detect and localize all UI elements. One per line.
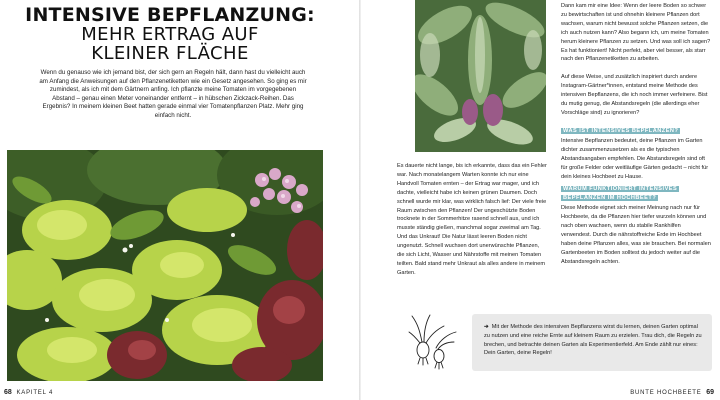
page-title [22, 6, 318, 63]
intro-paragraph: Wenn du genauso wie ich jemand bist, der sich gern an Regeln hält, dann hast du vielleicht auch am Anfang die Anweisungen auf den Pflanzenetiketten wie ein Gesetz angesehen. So ging es mir zumindest, als ich mit dem Gärtnern anfing. Ich pflanzte meine Tomaten im vorgegebenen Abstand – genau einen Meter voneinander entfernt – in hübschen Zickzack-Reihen. Das Ergebnis? In meinem kleinen Beet hatten gerade einmal vier Tomatenpflanzen Platz. Mehr ging einfach nicht. [39, 69, 307, 119]
left-chapter-label: KAPITEL 4 [16, 390, 54, 396]
right-paragraph-1: Dann kam mir eine Idee: Wenn der leere Boden so schwer zu bewirtschaften ist und ohnehin kleinere Pflanzen dort wachsen, warum nicht bewusst solche Pflanzen setzen, die ich auch nutzen kann? Also begann ich, um meine Tomaten herum kleinere Pflanzen zu setzen. Und was soll ich sagen? Es hat funktioniert! Nicht perfekt, aber viel besser, als starr nach den Pflanzenetiketten zu arbeiten. [561, 3, 711, 63]
tip-text: Mit der Methode des intensiven Bepflanzens wirst du lernen, deinen Garten optimal zu nutzen und eine reiche Ernte auf kleinem Raum zu erzielen. Trau dich, die Regeln zu brechen, und betrachte deinen Garten als Experimentierfeld. Am Ende zählt nur eines: Dein Garten, deine Regeln! [484, 324, 702, 357]
arrow-right-icon: ➔ [484, 324, 489, 330]
left-folio [4, 389, 53, 396]
section-heading-2-line-1: WARUM FUNKTIONIERT INTENSIVES [563, 186, 678, 193]
right-page-number: 69 [706, 389, 714, 396]
title-line-2: MEHR ERTRAG AUF [81, 24, 259, 45]
section-heading-2-line-2: BEPFLANZEN IM HOCHBEET? [563, 195, 657, 202]
section-heading-1 [561, 127, 711, 136]
right-paragraph-4: Diese Methode eignet sich meiner Meinung nach nur für Hochbeete, da die Pflanzen hier tiefer wurzeln können und nach oben wachsen, wenn du stabile Rankhilfen verwendest. Durch die nährstoffreiche Erde im Hochbeet haben deine Pflanzen alles, was sie brauchen. Bei normalen Gartenbeeten im Boden solltest du jedoch weiter auf die Abstandsregeln achten. [561, 205, 711, 265]
title-line-3: KLEINER FLÄCHE [91, 43, 249, 64]
right-chapter-label: BUNTE HOCHBEETE [630, 390, 702, 396]
mid-paragraph-2: Und das Unkraut! Die Natur lässt leeren Boden nicht ungenutzt. Schnell wuchsen dort unerwünschte Pflanzen, die sich Licht, Wasser und Nährstoffe mit meinen Tomaten teilten. Bald stand mehr Unkraut als alles andere in meinem Garten. [397, 234, 545, 276]
leafy-greens-photo [415, 0, 546, 152]
title-line-1: INTENSIVE BEPFLANZUNG: [25, 4, 315, 26]
right-column [561, 2, 711, 276]
section-heading-2 [561, 185, 711, 203]
garden-bed-photo [7, 150, 323, 381]
middle-column [397, 162, 547, 278]
right-paragraph-3: Intensive Bepflanzen bedeutet, deine Pflanzen im Garten dichter zusammenzusetzen als es die typischen Abstandsangaben empfehlen. Die Abstandsregeln sind oft für große Felder oder weitläufige Gärten gedacht – nicht für dein kleines Hochbeet zu Hause. [561, 137, 709, 180]
garden-bed-illustration [7, 150, 323, 381]
right-paragraph-2: Auf diese Weise, und zusätzlich inspiriert durch andere Instagram-Gärtner*innen, entstand meine Methode des intensiven Bepflanzens, die ich noch immer verfeinere. Bist du mutig genug, die Abstandsregeln (die allerdings eher Vorschläge sind) zu ignorieren? [561, 74, 708, 116]
mid-paragraph-1: Es dauerte nicht lange, bis ich erkannte, dass das ein Fehler war. Nach monatelangem Warten konnte ich nur eine Handvoll Tomaten ernten – der Ertrag war mager, und ich dachte, vielleicht habe ich keinen grünen Daumen. Doch schnell wurde mir klar, was wirklich falsch lief: Der viele freie Raum zwischen den Pflanzen! Der ungeschützte Boden trocknete in der Sommerhitze rasend schnell aus, und ich musste ständig gießen, manchmal sogar zweimal am Tag. [397, 163, 547, 232]
right-folio [630, 389, 714, 396]
right-page [360, 0, 720, 400]
spring-onion-icon [408, 312, 458, 372]
section-heading-1-text: WAS IST INTENSIVES BEPFLANZEN? [563, 127, 679, 134]
left-page-number: 68 [4, 389, 12, 396]
tip-box [472, 314, 712, 371]
leafy-greens-illustration [415, 0, 546, 152]
